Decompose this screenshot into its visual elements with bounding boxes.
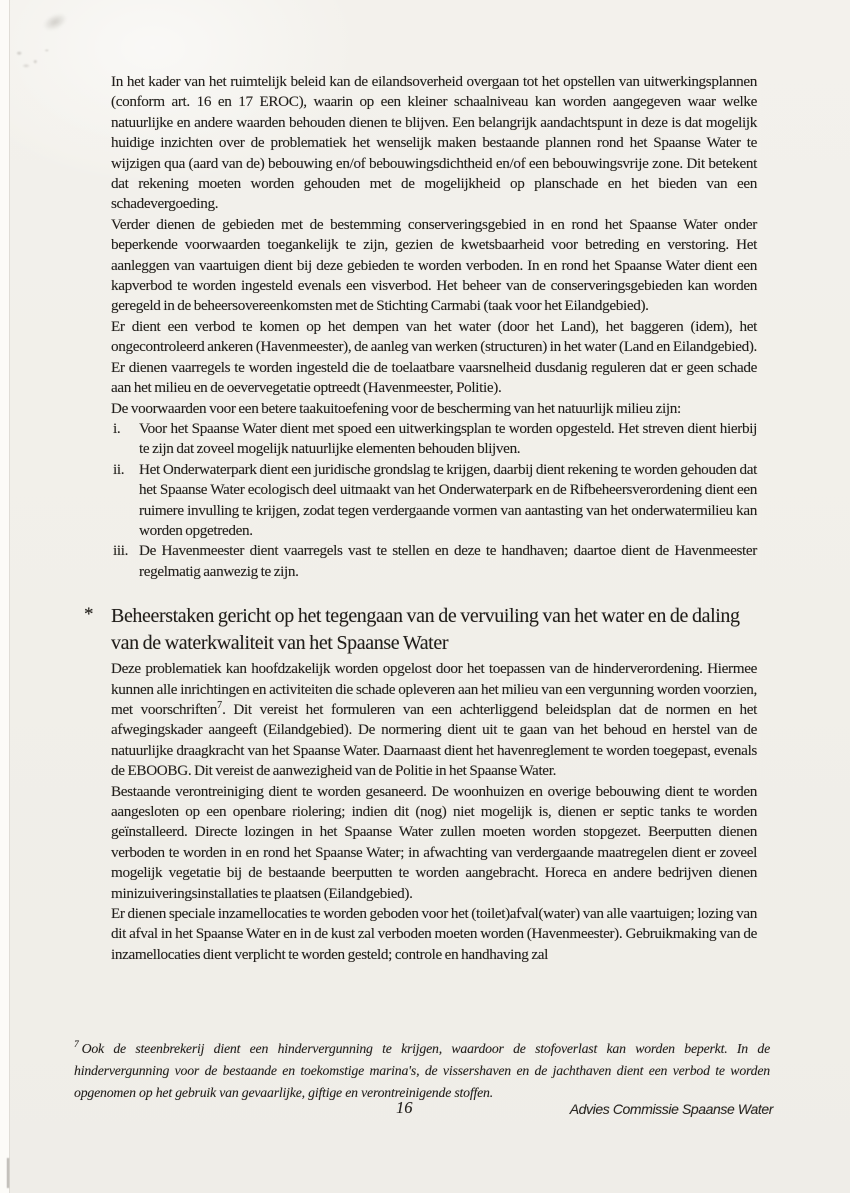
footnote-reference: 7	[217, 699, 223, 711]
list-marker: i.	[113, 419, 121, 437]
list-marker: ii.	[113, 460, 125, 478]
paragraph-conservation-areas: Verder dienen de gebieden met de bestemming conserveringsgebied in en rond het Spaanse Water onder beperkende voorwaarden toegankelijk te zijn, gezien de kwetsbaarheid voor betreding en verstoring. Het aanleggen van vaartuigen dient bij deze gebieden te worden verboden. In en rond het Spaanse Water dient een kapverbod te worden ingesteld evenals een visverbod. Het beheer van de conserveringsgebieden kan worden geregeld in de beheersovereenkomsten met de Stichting Carmabi (taak voor het Eilandgebied).	[111, 215, 757, 315]
condition-text: Het Onderwaterpark dient een juridische grondslag te krijgen, daarbij dient rekening te worden gehouden dat het Spaanse Water ecologisch deel uitmaakt van het Onderwaterpark en de Rifbeheersverordening dient een ruimere invulling te krijgen, zodat tegen verdergaande vormen van aantasting van het onderwatermilieu kan worden opgetreden.	[139, 460, 757, 539]
scan-crease-mark	[7, 1158, 9, 1188]
scan-edge-strip	[0, 0, 10, 1193]
paragraph-text: . Dit vereist het formuleren van een achterliggend beleidsplan dat de normen en het afwegingskader aangeeft (Eilandgebied). De normering dient uit te gaan van het behoud en herstel van de natuurlijke draagkracht van het Spaanse Water. Daarnaast dient het havenreglement te worden toegepast, evenals de EBOOBG. Dit vereist de aanwezigheid van de Politie in het Spaanse Water.	[111, 700, 757, 780]
paragraph-hinderverordening	[111, 659, 757, 781]
asterisk-bullet: *	[84, 604, 94, 626]
conditions-intro: De voorwaarden voor een betere taakuitoefening voor de bescherming van het natuurlijk milieu zijn:	[111, 399, 681, 417]
body-text-column	[84, 72, 757, 1030]
section-heading-text: Beheerstaken gericht op het tegengaan van de vervuiling van het water en de daling van de waterkwaliteit van het Spaanse Water	[111, 605, 740, 655]
condition-text: De Havenmeester dient vaarregels vast te stellen en deze te handhaven; daartoe dient de Havenmeester regelmatig aanwezig te zijn.	[139, 542, 757, 580]
footnote-marker: 7	[74, 1040, 79, 1050]
scan-smudge-speckles	[10, 42, 56, 70]
paragraph-planning: In het kader van het ruimtelijk beleid kan de eilandsoverheid overgaan tot het opstellen van uitwerkingsplannen (conform art. 16 en 17 EROC), waarin op een kleiner schaalniveau kan worden aangegeven waar welke natuurlijke en andere waarden behouden dienen te blijven. Een belangrijk aandachtspunt in deze is dat mogelijk huidige inzichten over de problematiek het wenselijk maken bestaande plannen rond het Spaanse Water te wijzigen qua (aard van de) bebouwing en/of bebouwingsdichtheid en/of een bebouwingsvrije zone. Dit betekent dat rekening moeten worden gehouden met de mogelijkheid op planschade en het bieden van een schadevergoeding.	[111, 73, 757, 213]
paragraph-collection-points: Er dienen speciale inzamellocaties te worden geboden voor het (toilet)afval(water) van alle vaartuigen; lozing van dit afval in het Spaanse Water en in de kust zal verboden moeten worden (Havenmeester). Gebruikmaking van de inzamellocaties dient verplicht te worden gesteld; controle en handhaving zal	[111, 905, 757, 963]
section-heading	[84, 603, 757, 657]
paragraph-sanitation: Bestaande verontreiniging dient te worden gesaneerd. De woonhuizen en overige bebouwing dient te worden aangesloten op een openbare riolering; indien dit (nog) niet mogelijk is, dienen er septic tanks te worden geïnstalleerd. Directe lozingen in het Spaanse Water zullen moeten worden stopgezet. Beerputten dienen verboden te worden in en rond het Spaanse Water; in afwachting van verdergaande maatregelen dient er zoveel mogelijk vegetatie bij de bestaande beerputten te worden aangebracht. Horeca en andere bedrijven dienen minizuiveringsinstallaties te plaatsen (Eilandgebied).	[111, 782, 757, 902]
condition-item-i	[111, 419, 757, 460]
condition-item-iii	[111, 541, 757, 582]
paragraph-prohibitions: Er dient een verbod te komen op het dempen van het water (door het Land), het baggeren (idem), het ongecontroleerd ankeren (Havenmeester), de aanleg van werken (structuren) in het water (Land en Eilandgebied). Er dienen vaarregels te worden ingesteld die de toelaatbare vaarsnelheid dusdanig reguleren dat er geen schade aan het milieu en de oevervegetatie optreedt (Havenmeester, Politie).	[111, 317, 757, 397]
condition-text: Voor het Spaanse Water dient met spoed een uitwerkingsplan te worden opgesteld. Het streven dient hierbij te zijn dat zoveel mogelijk natuurlijke elementen behouden blijven.	[139, 419, 757, 458]
footer-source: Advies Commissie Spaanse Water	[569, 1101, 773, 1117]
page-number: 16	[396, 1098, 413, 1117]
scan-smudge	[35, 6, 74, 38]
condition-item-ii	[111, 460, 757, 542]
list-marker: iii.	[113, 542, 129, 560]
paragraph-text: Deze problematiek kan hoofdzakelijk worden opgelost door het toepassen van de hinderverordening. Hiermee kunnen alle inrichtingen en activiteiten die schade opleveren aan het milieu van een vergunning worden voorzien, met voorschriften	[111, 660, 757, 718]
footnote	[74, 1038, 770, 1103]
footnote-text: Ook de steenbrekerij dient een hindervergunning te krijgen, waardoor de stofoverlast kan worden beperkt. In de hindervergunning voor de bestaande en toekomstige marina's, de vissershaven en de jachthaven dient een verbod te worden opgenomen op het gebruik van gevaarlijke, giftige en verontreinigende stoffen.	[74, 1041, 770, 1100]
